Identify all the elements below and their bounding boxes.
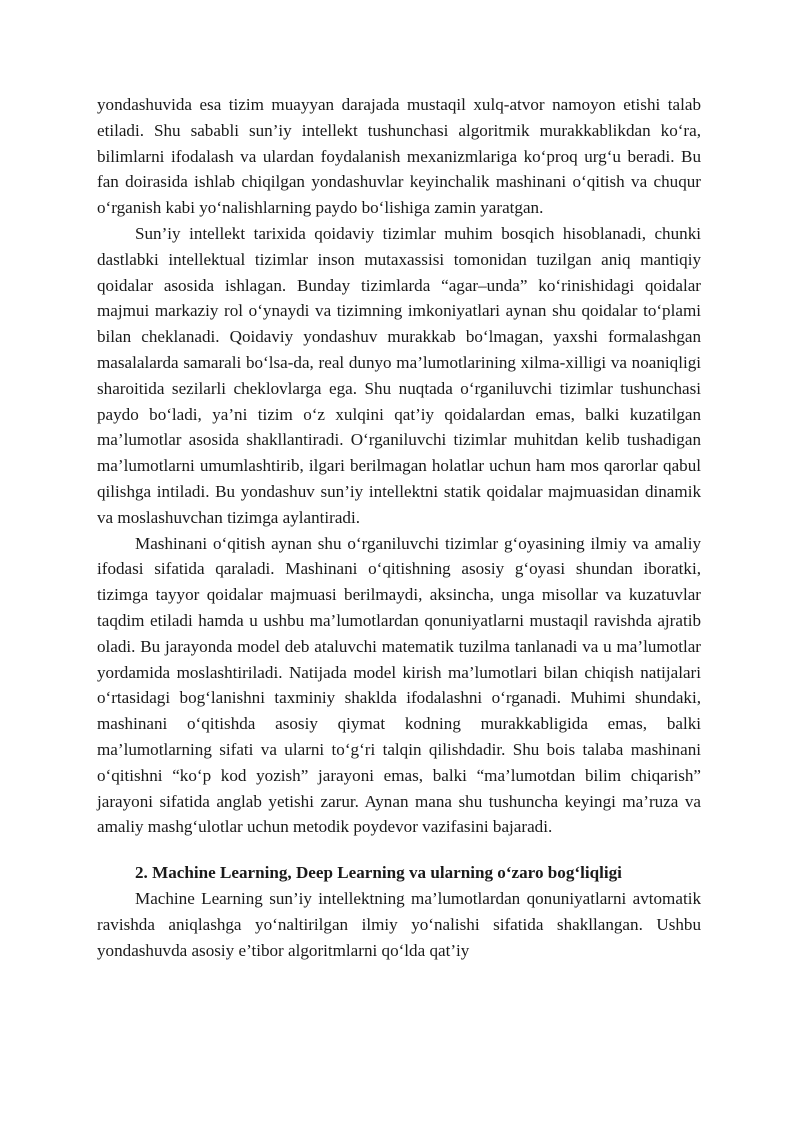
paragraph-continuation: yondashuvida esa tizim muayyan darajada mustaqil xulq-atvor namoyon etishi talab etiladi. Shu sababli sun’iy intellekt tushunchasi algoritmik murakkablikdan ko‘ra, bilimlarni ifodalash va ulardan foydalanish mexanizmlariga ko‘proq urg‘u beradi. Bu fan doirasida ishlab chiqilgan yondashuvlar keyinchalik mashinani o‘qitish va chuqur o‘rganish kabi yo‘nalishlarning paydo bo‘lishiga zamin yaratgan. [97,95,701,218]
document-page [97,92,701,963]
paragraph-rule-based-systems: Sun’iy intellekt tarixida qoidaviy tizimlar muhim bosqich hisoblanadi, chunki dastlabki intellektual tizimlar inson mutaxassisi tomonidan tuzilgan aniq mantiqiy qoidalar asosida ishlagan. Bunday tizimlarda “agar–unda” ko‘rinishidagi qoidalar majmui markaziy rol o‘ynaydi va tizimning imkoniyatlari aynan shu qoidalar to‘plami bilan cheklanadi. Qoidaviy yondashuv murakkab bo‘lmagan, yaxshi formalashgan masalalarda samarali bo‘lsa-da, real dunyo ma’lumotlarining xilma-xilligi va noaniqligi sharoitida sezilarli cheklovlarga ega. Shu nuqtada o‘rganiluvchi tizimlar tushunchasi paydo bo‘ladi, ya’ni tizim o‘z xulqini qat’iy qoidalardan emas, balki kuzatilgan ma’lumotlar asosida shakllantiradi. O‘rganiluvchi tizimlar muhitdan kelib tushadigan ma’lumotlarni umumlashtirib, ilgari berilmagan holatlar uchun ham mos qarorlar qabul qilishga intiladi. Bu yondashuv sun’iy intellektni statik qoidalar majmuasidan dinamik va moslashuvchan tizimga aylantiradi. [97,223,701,527]
paragraph-machine-learning-idea: Mashinani o‘qitish aynan shu o‘rganiluvchi tizimlar g‘oyasining ilmiy va amaliy ifodasi sifatida qaraladi. Mashinani o‘qitishning asosiy g‘oyasi shundan iboratki, tizimga tayyor qoidalar majmuasi berilmaydi, aksincha, unga misollar va kuzatuvlar taqdim etiladi hamda u ushbu ma’lumotlardan qonuniyatlarni mustaqil ravishda ajratib oladi. Bu jarayonda model deb ataluvchi matematik tuzilma tanlanadi va u ma’lumotlar yordamida moslashtiriladi. Natijada model kirish ma’lumotlari bilan chiqish natijalari o‘rtasidagi bog‘lanishni taxminiy shaklda ifodalashni o‘rganadi. Muhimi shundaki, mashinani o‘qitishda asosiy qiymat kodning murakkabligida emas, balki ma’lumotlarning sifati va ularni to‘g‘ri talqin qilishdadir. Shu bois talaba mashinani o‘qitishni “ko‘p kod yozish” jarayoni emas, balki “ma’lumotdan bilim chiqarish” jarayoni sifatida anglab yetishi zarur. Aynan mana shu tushuncha keyingi ma’ruza va amaliy mashg‘ulotlar uchun metodik poydevor vazifasini bajaradi. [97,533,701,837]
section-heading: 2. Machine Learning, Deep Learning va ularning o‘zaro bog‘liqligi [135,863,622,883]
paragraph-machine-learning-definition: Machine Learning sun’iy intellektning ma’lumotlardan qonuniyatlarni avtomatik ravishda aniqlashga yo‘naltirilgan ilmiy yo‘nalishi sifatida shakllangan. Ushbu yondashuvda asosiy e’tibor algoritmlarni qo‘lda qat’iy [97,888,701,960]
